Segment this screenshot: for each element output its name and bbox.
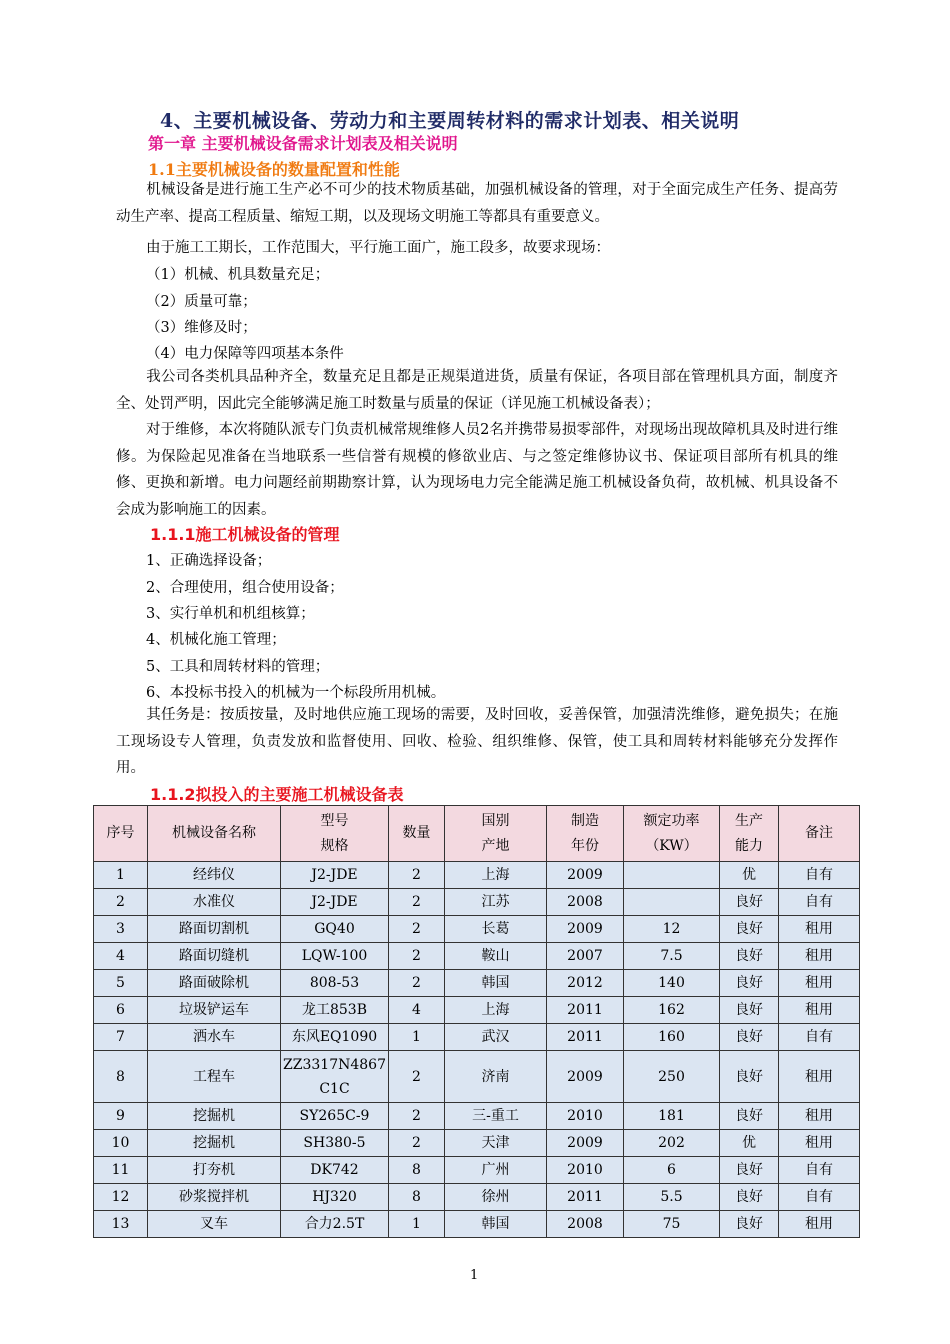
table-cell-cap: 良好 [720, 1103, 779, 1130]
requirement-item: （4）电力保障等四项基本条件 [146, 346, 344, 362]
table-cell-origin: 长葛 [445, 916, 547, 943]
column-header: 制造 年份 [547, 806, 624, 862]
table-cell-qty: 1 [389, 1211, 445, 1238]
table-row [94, 1157, 860, 1184]
column-header: 型号 规格 [281, 806, 389, 862]
table-row [94, 1211, 860, 1238]
table-cell-power: 160 [624, 1024, 720, 1051]
table-cell-name: 洒水车 [148, 1024, 281, 1051]
table-cell-year: 2010 [547, 1103, 624, 1130]
table-cell-year: 2011 [547, 997, 624, 1024]
column-header: 额定功率 （KW） [624, 806, 720, 862]
table-row [94, 889, 860, 916]
table-cell-name: 挖掘机 [148, 1103, 281, 1130]
table-cell-power: 5.5 [624, 1184, 720, 1211]
table-cell-model: DK742 [281, 1157, 389, 1184]
table-cell-note: 租用 [779, 1103, 860, 1130]
table-cell-model: SH380-5 [281, 1130, 389, 1157]
management-item: 1、正确选择设备； [146, 553, 272, 569]
table-cell-cap: 良好 [720, 1024, 779, 1051]
table-cell-model: SY265C-9 [281, 1103, 389, 1130]
table-cell-note: 租用 [779, 970, 860, 997]
paragraph-intro [116, 177, 838, 230]
table-cell-model: J2-JDE [281, 862, 389, 889]
table-cell-year: 2008 [547, 889, 624, 916]
table-row [94, 862, 860, 889]
table-cell-no: 5 [94, 970, 148, 997]
subsection-title-management: 1.1.1施工机械设备的管理 [150, 525, 340, 544]
table-cell-name: 路面破除机 [148, 970, 281, 997]
section-title: 1.1主要机械设备的数量配置和性能 [148, 160, 400, 179]
table-cell-year: 2009 [547, 916, 624, 943]
table-cell-power: 250 [624, 1051, 720, 1103]
chapter-title: 第一章 主要机械设备需求计划表及相关说明 [148, 134, 458, 153]
table-cell-origin: 韩国 [445, 1211, 547, 1238]
management-item: 6、本投标书投入的机械为一个标段所用机械。 [146, 685, 446, 701]
table-cell-qty: 8 [389, 1157, 445, 1184]
table-cell-origin: 上海 [445, 997, 547, 1024]
table-header-row [94, 806, 860, 862]
column-header: 机械设备名称 [148, 806, 281, 862]
table-cell-model: 龙工853B [281, 997, 389, 1024]
table-cell-power: 202 [624, 1130, 720, 1157]
table-cell-name: 打夯机 [148, 1157, 281, 1184]
table-cell-no: 2 [94, 889, 148, 916]
table-cell-qty: 8 [389, 1184, 445, 1211]
table-cell-name: 挖掘机 [148, 1130, 281, 1157]
paragraph-requirements [116, 235, 838, 262]
table-cell-note: 租用 [779, 916, 860, 943]
table-cell-no: 9 [94, 1103, 148, 1130]
column-header: 序号 [94, 806, 148, 862]
table-cell-power: 75 [624, 1211, 720, 1238]
table-cell-no: 8 [94, 1051, 148, 1103]
table-cell-name: 垃圾铲运车 [148, 997, 281, 1024]
table-cell-year: 2010 [547, 1157, 624, 1184]
table-cell-note: 租用 [779, 1130, 860, 1157]
table-cell-power: 162 [624, 997, 720, 1024]
table-cell-power: 12 [624, 916, 720, 943]
table-cell-qty: 4 [389, 997, 445, 1024]
table-cell-model: 合力2.5T [281, 1211, 389, 1238]
table-cell-note: 租用 [779, 943, 860, 970]
table-cell-no: 10 [94, 1130, 148, 1157]
table-cell-note: 自有 [779, 889, 860, 916]
table-row [94, 1130, 860, 1157]
table-cell-origin: 江苏 [445, 889, 547, 916]
table-row [94, 943, 860, 970]
table-cell-name: 叉车 [148, 1211, 281, 1238]
table-cell-year: 2009 [547, 1130, 624, 1157]
table-cell-model: LQW-100 [281, 943, 389, 970]
paragraph-tasks [116, 702, 838, 782]
table-cell-qty: 2 [389, 1103, 445, 1130]
table-cell-origin: 上海 [445, 862, 547, 889]
table-cell-qty: 2 [389, 862, 445, 889]
main-title: 4、主要机械设备、劳动力和主要周转材料的需求计划表、相关说明 [160, 110, 740, 132]
table-cell-qty: 2 [389, 1130, 445, 1157]
table-cell-name: 砂浆搅拌机 [148, 1184, 281, 1211]
column-header: 备注 [779, 806, 860, 862]
table-cell-cap: 良好 [720, 1211, 779, 1238]
table-row [94, 1184, 860, 1211]
table-cell-no: 7 [94, 1024, 148, 1051]
table-cell-power: 6 [624, 1157, 720, 1184]
table-cell-year: 2011 [547, 1184, 624, 1211]
management-item: 5、工具和周转材料的管理； [146, 659, 330, 675]
table-cell-cap: 良好 [720, 889, 779, 916]
requirement-item: （1）机械、机具数量充足； [146, 267, 330, 283]
table-cell-cap: 良好 [720, 943, 779, 970]
paragraph-intro-text: 机械设备是进行施工生产必不可少的技术物质基础，加强机械设备的管理，对于全面完成生产任务、提高劳动生产率、提高工程质量、缩短工期，以及现场文明施工等都具有重要意义。 [116, 182, 838, 225]
table-cell-no: 6 [94, 997, 148, 1024]
table-cell-cap: 良好 [720, 1157, 779, 1184]
requirement-item: （2）质量可靠； [146, 294, 257, 310]
table-cell-year: 2008 [547, 1211, 624, 1238]
column-header: 生产 能力 [720, 806, 779, 862]
paragraph-requirements-text: 由于施工工期长，工作范围大，平行施工面广，施工段多，故要求现场： [146, 240, 610, 256]
table-cell-origin: 鞍山 [445, 943, 547, 970]
table-cell-no: 12 [94, 1184, 148, 1211]
table-cell-year: 2007 [547, 943, 624, 970]
table-cell-power [624, 862, 720, 889]
table-cell-cap: 优 [720, 862, 779, 889]
table-cell-qty: 1 [389, 1024, 445, 1051]
table-cell-qty: 2 [389, 1051, 445, 1103]
equipment-table [93, 805, 860, 1238]
table-cell-origin: 济南 [445, 1051, 547, 1103]
table-cell-origin: 三-重工 [445, 1103, 547, 1130]
table-cell-model: HJ320 [281, 1184, 389, 1211]
table-cell-model: 808-53 [281, 970, 389, 997]
table-cell-power: 140 [624, 970, 720, 997]
table-cell-model: J2-JDE [281, 889, 389, 916]
table-cell-model: GQ40 [281, 916, 389, 943]
table-cell-power: 7.5 [624, 943, 720, 970]
table-cell-cap: 良好 [720, 970, 779, 997]
requirement-item: （3）维修及时； [146, 320, 257, 336]
table-cell-no: 11 [94, 1157, 148, 1184]
paragraph-tasks-text: 其任务是：按质按量，及时地供应施工现场的需要，及时回收，妥善保管，加强清洗维修，避免损失；在施工现场设专人管理，负责发放和监督使用、回收、检验、组织维修、保管，使工具和周转材料能够充分发挥作用。 [116, 707, 838, 776]
table-cell-name: 路面切缝机 [148, 943, 281, 970]
table-cell-note: 租用 [779, 997, 860, 1024]
table-cell-origin: 天津 [445, 1130, 547, 1157]
paragraph-maintenance-text: 对于维修，本次将随队派专门负责机械常规维修人员2名并携带易损零部件，对现场出现故障机具及时进行维修。为保险起见准备在当地联系一些信誉有规模的修欲业店、与之签定维修协议书、保证项目部所有机具的维修、更换和新增。电力问题经前期勘察计算，认为现场电力完全能满足施工机械设备负荷，故机械、机具设备不会成为影响施工的因素。 [116, 422, 838, 518]
table-cell-name: 路面切割机 [148, 916, 281, 943]
table-cell-cap: 良好 [720, 916, 779, 943]
table-cell-note: 自有 [779, 1024, 860, 1051]
table-cell-name: 经纬仪 [148, 862, 281, 889]
table-cell-no: 1 [94, 862, 148, 889]
table-cell-origin: 广州 [445, 1157, 547, 1184]
table-cell-cap: 良好 [720, 1051, 779, 1103]
table-cell-note: 租用 [779, 1051, 860, 1103]
page-number: 1 [470, 1268, 479, 1283]
table-cell-origin: 韩国 [445, 970, 547, 997]
table-row [94, 916, 860, 943]
table-cell-year: 2011 [547, 1024, 624, 1051]
management-item: 4、机械化施工管理； [146, 632, 286, 648]
table-row [94, 1103, 860, 1130]
table-cell-origin: 武汉 [445, 1024, 547, 1051]
column-header: 国别 产地 [445, 806, 547, 862]
table-cell-cap: 良好 [720, 1184, 779, 1211]
table-cell-note: 自有 [779, 862, 860, 889]
table-cell-no: 4 [94, 943, 148, 970]
paragraph-maintenance [116, 417, 838, 523]
table-cell-note: 自有 [779, 1184, 860, 1211]
table-row [94, 1051, 860, 1103]
table-cell-model: ZZ3317N4867 C1C [281, 1051, 389, 1103]
table-cell-qty: 2 [389, 943, 445, 970]
table-cell-year: 2009 [547, 862, 624, 889]
table-cell-cap: 良好 [720, 997, 779, 1024]
table-cell-origin: 徐州 [445, 1184, 547, 1211]
paragraph-equipment [116, 364, 838, 417]
management-item: 3、实行单机和机组核算； [146, 606, 315, 622]
table-row [94, 970, 860, 997]
table-cell-qty: 2 [389, 889, 445, 916]
table-cell-note: 租用 [779, 1211, 860, 1238]
table-row [94, 1024, 860, 1051]
table-cell-model: 东风EQ1090 [281, 1024, 389, 1051]
table-row [94, 997, 860, 1024]
table-cell-power: 181 [624, 1103, 720, 1130]
table-cell-power [624, 889, 720, 916]
paragraph-equipment-text: 我公司各类机具品种齐全，数量充足且都是正规渠道进货，质量有保证，各项目部在管理机具方面，制度齐全、处罚严明，因此完全能够满足施工时数量与质量的保证（详见施工机械设备表）； [116, 369, 838, 412]
management-item: 2、合理使用，组合使用设备； [146, 580, 344, 596]
table-cell-name: 水准仪 [148, 889, 281, 916]
table-cell-note: 自有 [779, 1157, 860, 1184]
table-cell-qty: 2 [389, 970, 445, 997]
table-cell-cap: 优 [720, 1130, 779, 1157]
table-cell-qty: 2 [389, 916, 445, 943]
subsection-title-equipment-table: 1.1.2拟投入的主要施工机械设备表 [150, 785, 404, 804]
table-cell-no: 3 [94, 916, 148, 943]
table-cell-no: 13 [94, 1211, 148, 1238]
column-header: 数量 [389, 806, 445, 862]
table-cell-year: 2009 [547, 1051, 624, 1103]
table-cell-year: 2012 [547, 970, 624, 997]
table-cell-name: 工程车 [148, 1051, 281, 1103]
